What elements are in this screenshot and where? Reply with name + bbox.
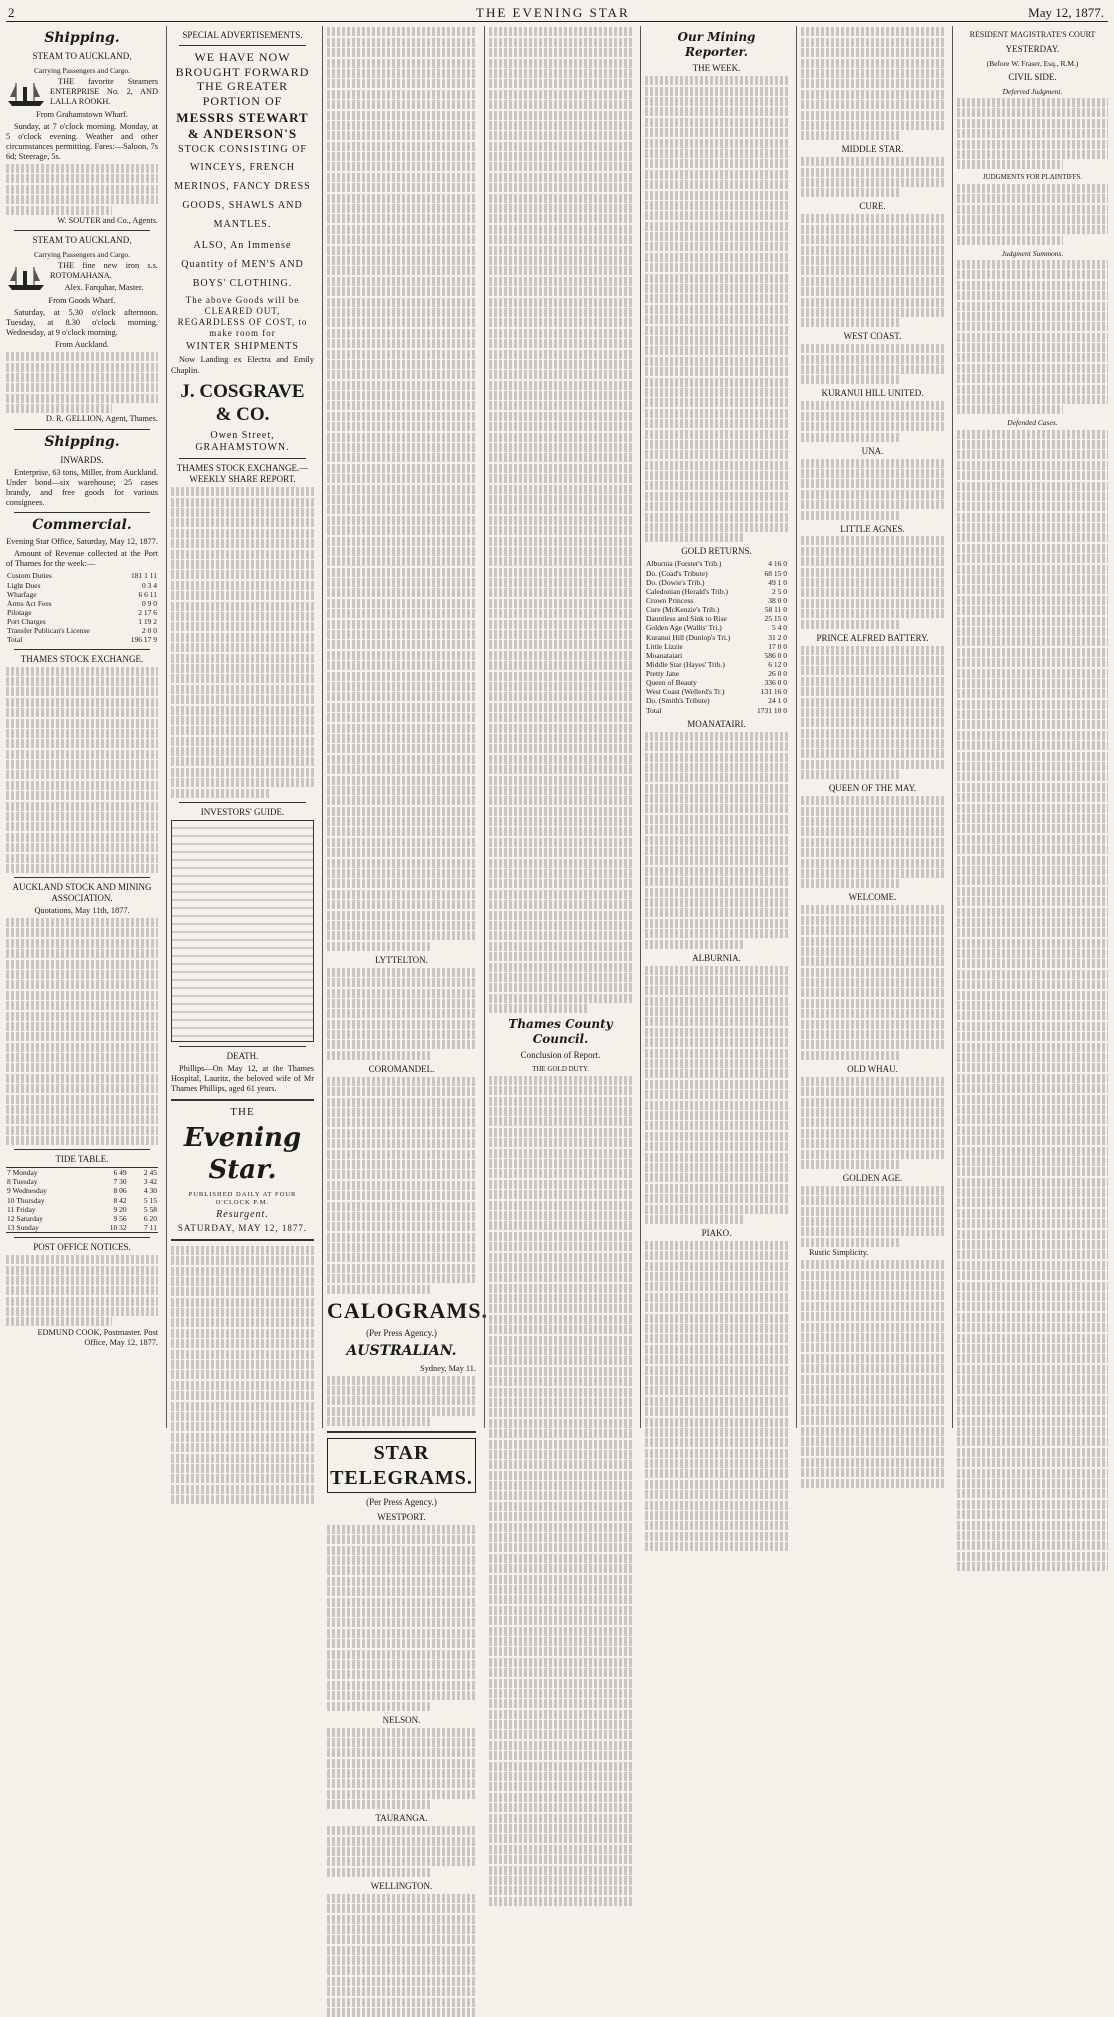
we-have-brought: WE HAVE NOW BROUGHT FORWARD THE GREATER PORTION OF — [175, 49, 310, 108]
old-whau-heading: OLD WHAU. — [847, 1063, 898, 1074]
gold-row — [645, 569, 788, 578]
column-2 — [166, 26, 318, 1428]
gold-row-cell: Cure (McKenzie's Trib.) — [646, 605, 720, 615]
gold-returns-heading: GOLD RETURNS. — [681, 546, 752, 557]
tide-row-cell: 4 30 — [143, 1186, 157, 1196]
wincey-list: WINCEYS, FRENCH MERINOS, FANCY DRESS GOODS, SHAWLS AND MANTLES. — [174, 162, 311, 231]
tide-row-cell: 7 30 — [113, 1177, 127, 1187]
westport-heading: WESTPORT. — [377, 1511, 426, 1522]
stock-consisting: STOCK CONSISTING OF — [178, 144, 307, 156]
queen-of-may-heading: QUEEN OF THE MAY. — [828, 783, 917, 794]
tide-row — [6, 1196, 158, 1205]
customs-row — [6, 599, 158, 608]
investors-guide-heading: INVESTORS' GUIDE. — [200, 806, 285, 817]
column-4 — [484, 26, 636, 1428]
cleared-out: The above Goods will be CLEARED OUT, REGARDLESS OF COST, to make room for — [177, 295, 308, 339]
goods-wharf: From Goods Wharf. — [48, 295, 116, 305]
sydney-dateline: Sydney, May 11. — [420, 1363, 476, 1373]
commercial-heading: Commercial. — [32, 517, 132, 534]
tide-row-cell: 9 Wednesday — [7, 1186, 47, 1196]
gold-row-cell: 68 15 0 — [764, 568, 787, 578]
gold-row-cell: 1731 10 0 — [757, 705, 787, 715]
gold-duty-heading: THE GOLD DUTY. — [532, 1065, 589, 1074]
gold-row-cell: Golden Age (Wallis' Tri.) — [646, 623, 722, 633]
nelson-heading: NELSON. — [382, 1714, 421, 1725]
customs-row-cell: Total — [7, 635, 23, 645]
winter-shipments: WINTER SHIPMENTS — [186, 341, 299, 353]
published-daily: PUBLISHED DAILY AT FOUR O'CLOCK P.M. — [188, 1190, 297, 1206]
customs-row — [6, 581, 158, 590]
gold-row — [645, 678, 788, 687]
enterprise-schedule: Sunday, at 7 o'clock morning. Monday, at 5 o'clock evening. Weather and other circumstances permitting. Fares:—Saloon, 7s 6d; Steerage, 5s. — [6, 121, 158, 161]
tide-row-cell: 2 45 — [143, 1168, 157, 1178]
tide-row — [6, 1186, 158, 1195]
tide-row-cell: 6 20 — [143, 1213, 157, 1223]
inwards-heading: INWARDS. — [60, 454, 104, 465]
gold-row — [645, 669, 788, 678]
customs-row-cell: 196 17 9 — [130, 635, 157, 645]
gold-row — [645, 559, 788, 568]
civil-side-heading: CIVIL SIDE. — [1008, 71, 1057, 82]
piako-heading: PIAKO. — [701, 1227, 732, 1238]
customs-row-cell: Pilotage — [7, 608, 32, 618]
gold-row-cell: Middle Star (Hayes' Trib.) — [646, 659, 725, 669]
post-office-heading: POST OFFICE NOTICES. — [33, 1242, 131, 1253]
gold-row — [645, 687, 788, 696]
steamer-icon — [6, 263, 46, 293]
inwards-text: Enterprise, 63 tons, Miller, from Auckland. Under bond—six warehouse; 25 cases brandy, and free goods for various consignees. — [6, 467, 158, 507]
customs-row-cell: Arms Act Fees — [7, 598, 52, 608]
tide-row-cell: 9 20 — [113, 1204, 127, 1214]
una-heading: UNA. — [861, 445, 884, 456]
yesterday-heading: YESTERDAY. — [1005, 43, 1060, 54]
west-coast-heading: WEST COAST. — [843, 331, 902, 342]
masthead — [6, 2, 1108, 22]
the-label: THE — [230, 1105, 255, 1118]
grahamstown-wharf: From Grahamstown Wharf. — [36, 109, 128, 119]
tide-row — [6, 1205, 158, 1214]
customs-row-cell: 0 3 4 — [142, 580, 157, 590]
customs-row-cell: Custom Duties — [7, 571, 52, 581]
gold-row — [645, 706, 788, 715]
tide-table — [6, 1167, 158, 1233]
customs-table — [6, 571, 158, 644]
gold-row-cell: Do. (Smith's Tribute) — [646, 696, 710, 706]
paper-title: THE EVENING STAR — [476, 5, 630, 20]
gold-row-cell: 336 0 0 — [764, 678, 787, 688]
gold-row-cell: 2 5 0 — [772, 586, 787, 596]
cure-heading: CURE. — [859, 201, 886, 212]
tide-row-cell: 5 15 — [143, 1195, 157, 1205]
steam-auckland-heading: STEAM TO AUCKLAND, — [32, 51, 132, 62]
gold-row-cell: 586 0 0 — [764, 650, 787, 660]
prince-alfred-heading: PRINCE ALFRED BATTERY. — [816, 632, 929, 643]
column-6 — [796, 26, 948, 1428]
mining-reporter-heading: Our Mining Reporter. — [677, 30, 756, 59]
gold-row-cell: 25 15 0 — [764, 614, 787, 624]
press-agency-note-2: (Per Press Agency.) — [366, 1496, 437, 1507]
office-dateline: Evening Star Office, Saturday, May 12, 1877. — [6, 537, 158, 547]
stewart-anderson: MESSRS STEWART & ANDERSON'S — [176, 110, 309, 142]
tide-row-cell: 8 06 — [113, 1186, 127, 1196]
gold-row-cell: Little Lizzie — [646, 641, 683, 651]
customs-row-cell: Light Dues — [7, 580, 41, 590]
county-council-heading: Thames County Council. — [508, 1017, 613, 1046]
gold-row-cell: 58 11 0 — [764, 605, 787, 615]
column-1 — [6, 26, 162, 1428]
steam-auckland-heading-2: STEAM TO AUCKLAND, — [32, 235, 132, 246]
welcome-heading: WELCOME. — [848, 892, 897, 903]
calograms-heading: CALOGRAMS. — [327, 1297, 488, 1323]
press-agency-note: (Per Press Agency.) — [366, 1328, 437, 1339]
gold-row-cell: Total — [646, 705, 662, 715]
stock-exchange-heading: THAMES STOCK EXCHANGE. — [20, 653, 144, 664]
gellion-signature: D. R. GELLION, Agent, Thames. — [45, 414, 158, 424]
gold-row-cell: West Coast (Wellerd's Tr.) — [646, 687, 725, 697]
gold-row-cell: 38 0 0 — [768, 595, 787, 605]
tide-row-cell: 7 11 — [144, 1223, 157, 1233]
customs-row-cell: 0 9 0 — [142, 598, 157, 608]
tauranga-heading: TAURANGA. — [375, 1813, 428, 1824]
little-agnes-heading: LITTLE AGNES. — [840, 523, 905, 534]
shipping-heading-2: Shipping. — [44, 433, 120, 450]
gold-row-cell: 5 4 0 — [772, 623, 787, 633]
gold-row-cell: 49 1 0 — [768, 577, 787, 587]
gold-row-cell: Do. (Coad's Tribute) — [646, 568, 708, 578]
gold-row-cell: Caledonian (Herald's Trib.) — [646, 586, 728, 596]
australian-heading: AUSTRALIAN. — [346, 1343, 457, 1360]
gold-row — [645, 605, 788, 614]
deferred-judgment: Deferred Judgment. — [1002, 86, 1063, 96]
column-3 — [322, 26, 488, 1891]
wellington-heading: WELLINGTON. — [370, 1880, 433, 1891]
quotations-date: Quotations, May 11th, 1877. — [34, 905, 130, 915]
tide-row — [6, 1177, 158, 1186]
cosgrave-brand: J. COSGRAVE & CO. — [180, 380, 305, 425]
judgment-summons: Judgment Summons. — [1001, 248, 1064, 258]
gold-row-cell: Do. (Dowie's Trib.) — [646, 577, 705, 587]
death-heading: DEATH. — [226, 1050, 259, 1061]
star-telegrams-heading: STAR TELEGRAMS. — [327, 1438, 476, 1493]
kuranui-heading: KURANUI HILL UNITED. — [821, 388, 924, 399]
column-7 — [952, 26, 1108, 1428]
lyttelton-heading: LYTTELTON. — [375, 954, 428, 965]
rotomahana-schedule: Saturday, at 5.30 o'clock afternoon. Tuesday, at 8.30 o'clock morning. Wednesday, at 9 o'clock morning. — [6, 307, 158, 337]
steamer-icon — [6, 79, 46, 109]
gold-row-cell: Pretty Jane — [646, 669, 680, 679]
golden-age-heading: GOLDEN AGE. — [842, 1172, 903, 1183]
tide-table-heading: TIDE TABLE. — [55, 1154, 109, 1165]
gold-row — [645, 660, 788, 669]
middle-star-heading: MIDDLE STAR. — [841, 144, 904, 155]
gold-row — [645, 651, 788, 660]
customs-row-cell: 1 19 2 — [138, 617, 157, 627]
tide-row-cell: 9 56 — [113, 1213, 127, 1223]
gold-row-cell: 6 12 0 — [768, 659, 787, 669]
gold-returns-table — [645, 559, 788, 714]
customs-row — [6, 617, 158, 626]
tide-row-cell: 10 32 — [109, 1223, 127, 1233]
customs-row — [6, 626, 158, 635]
gold-row — [645, 696, 788, 705]
alburnia-heading: ALBURNIA. — [692, 952, 741, 963]
gold-row — [645, 633, 788, 642]
evening-star-logo: Evening Star. — [183, 1123, 302, 1186]
postmaster-signature: EDMUND COOK, Postmaster. Post Office, May 12, 1877. — [37, 1327, 158, 1347]
gold-row-cell: 26 0 0 — [768, 669, 787, 679]
conclusion-of-report: Conclusion of Report. — [520, 1050, 601, 1061]
tide-row-cell: 13 Sunday — [7, 1223, 39, 1233]
column-5 — [640, 26, 792, 1428]
gold-row-cell: 4 16 0 — [768, 559, 787, 569]
tide-row-cell: 10 Thursday — [7, 1195, 45, 1205]
gold-row-cell: Crown Princess — [646, 595, 694, 605]
tide-row-cell: 6 49 — [113, 1168, 127, 1178]
gold-row — [645, 614, 788, 623]
customs-row-cell: Wharfage — [7, 589, 37, 599]
coromandel-heading: COROMANDEL. — [368, 1063, 435, 1074]
tide-row-cell: 5 58 — [143, 1204, 157, 1214]
gold-row — [645, 578, 788, 587]
steam-auckland-subheading: Carrying Passengers and Cargo. — [33, 66, 131, 76]
customs-row-cell: Port Charges — [7, 617, 46, 627]
customs-intro: Amount of Revenue collected at the Port of Thames for the week:— — [6, 549, 158, 569]
gold-row — [645, 623, 788, 632]
customs-row — [6, 635, 158, 644]
gold-row — [645, 642, 788, 651]
customs-row — [6, 571, 158, 580]
from-auckland: From Auckland. — [55, 340, 109, 349]
rotomahana-advert: THE fine new iron s.s. ROTOMAHANA. — [50, 261, 158, 281]
gold-row-cell: 24 1 0 — [768, 696, 787, 706]
tide-row-cell: 3 42 — [143, 1177, 157, 1187]
moanataiari-heading: MOANATAIRI. — [687, 718, 746, 729]
issue-date-line: SATURDAY, MAY 12, 1877. — [177, 1222, 308, 1233]
auckland-association-heading: AUCKLAND STOCK AND MINING ASSOCIATION. — [12, 881, 152, 903]
death-notice: Phillips—On May 12, at the Thames Hospital, Lauritz, the beloved wife of Mr Thames Phillips, aged 61 years. — [171, 1063, 314, 1093]
the-week-heading: THE WEEK. — [692, 63, 741, 74]
shipping-heading: Shipping. — [44, 30, 120, 46]
special-ads-heading: SPECIAL ADVERTISEMENTS. — [182, 30, 303, 40]
tide-row-cell: 12 Saturday — [7, 1213, 44, 1223]
souter-signature: W. SOUTER and Co., Agents. — [57, 216, 158, 226]
customs-row-cell: 6 6 11 — [138, 589, 157, 599]
gold-row-cell: Queen of Beauty — [646, 678, 697, 688]
now-landing: Now Landing ex Electra and Emily Chaplin. — [171, 355, 314, 375]
steam-auckland-subheading-2: Carrying Passengers and Cargo. — [33, 250, 131, 260]
weekly-share-report: THAMES STOCK EXCHANGE.— WEEKLY SHARE REPORT. — [176, 463, 309, 485]
defended-cases: Defended Cases. — [1007, 418, 1058, 428]
tide-row — [6, 1223, 158, 1233]
tide-row — [6, 1168, 158, 1178]
customs-row — [6, 590, 158, 599]
customs-row-cell: 2 17 6 — [138, 608, 157, 618]
gold-row-cell: Moanataiari — [646, 650, 683, 660]
customs-row — [6, 608, 158, 617]
tide-row-cell: 8 Tuesday — [7, 1177, 38, 1187]
magistrate-note: (Before W. Fraser, Esq., R.M.) — [986, 58, 1079, 68]
tide-row-cell: 11 Friday — [7, 1204, 36, 1214]
rustic-simplicity: Rustic Simplicity. — [809, 1248, 869, 1258]
gold-row-cell: Dauntless and Sink to Rise — [646, 614, 727, 624]
issue-date: May 12, 1877. — [1028, 5, 1104, 20]
gold-row-cell: 17 0 0 — [768, 641, 787, 651]
gold-row — [645, 587, 788, 596]
tide-row — [6, 1214, 158, 1223]
court-heading: RESIDENT MAGISTRATE'S COURT — [969, 30, 1096, 39]
gold-row-cell: 131 16 0 — [760, 687, 787, 697]
customs-row-cell: 2 0 0 — [142, 626, 157, 636]
investors-table — [171, 820, 314, 1042]
motto: Resurgent. — [216, 1208, 269, 1220]
page-number: 2 — [8, 5, 15, 20]
gold-row-cell: 31 2 0 — [768, 632, 787, 642]
tide-row-cell: 7 Monday — [7, 1168, 38, 1178]
gold-row-cell: Kuranui Hill (Dunlop's Tri.) — [646, 632, 731, 642]
gold-row — [645, 596, 788, 605]
clothing-line: ALSO, An Immense Quantity of MEN'S AND BOYS' CLOTHING. — [181, 240, 304, 290]
customs-row-cell: 181 1 11 — [131, 571, 157, 581]
customs-row-cell: Transfer Publican's License — [7, 626, 90, 636]
tide-row-cell: 8 42 — [113, 1195, 127, 1205]
owen-street: Owen Street, GRAHAMSTOWN. — [195, 430, 290, 454]
enterprise-advert: THE favorite Steamers ENTERPRISE No. 2, AND LALLA ROOKH. — [50, 77, 158, 107]
judgments-heading: JUDGMENTS FOR PLAINTIFFS. — [982, 173, 1083, 182]
rotomahana-master: Alex. Farquhar, Master. — [64, 283, 144, 293]
gold-row-cell: Alburnia (Forster's Trib.) — [646, 559, 722, 569]
